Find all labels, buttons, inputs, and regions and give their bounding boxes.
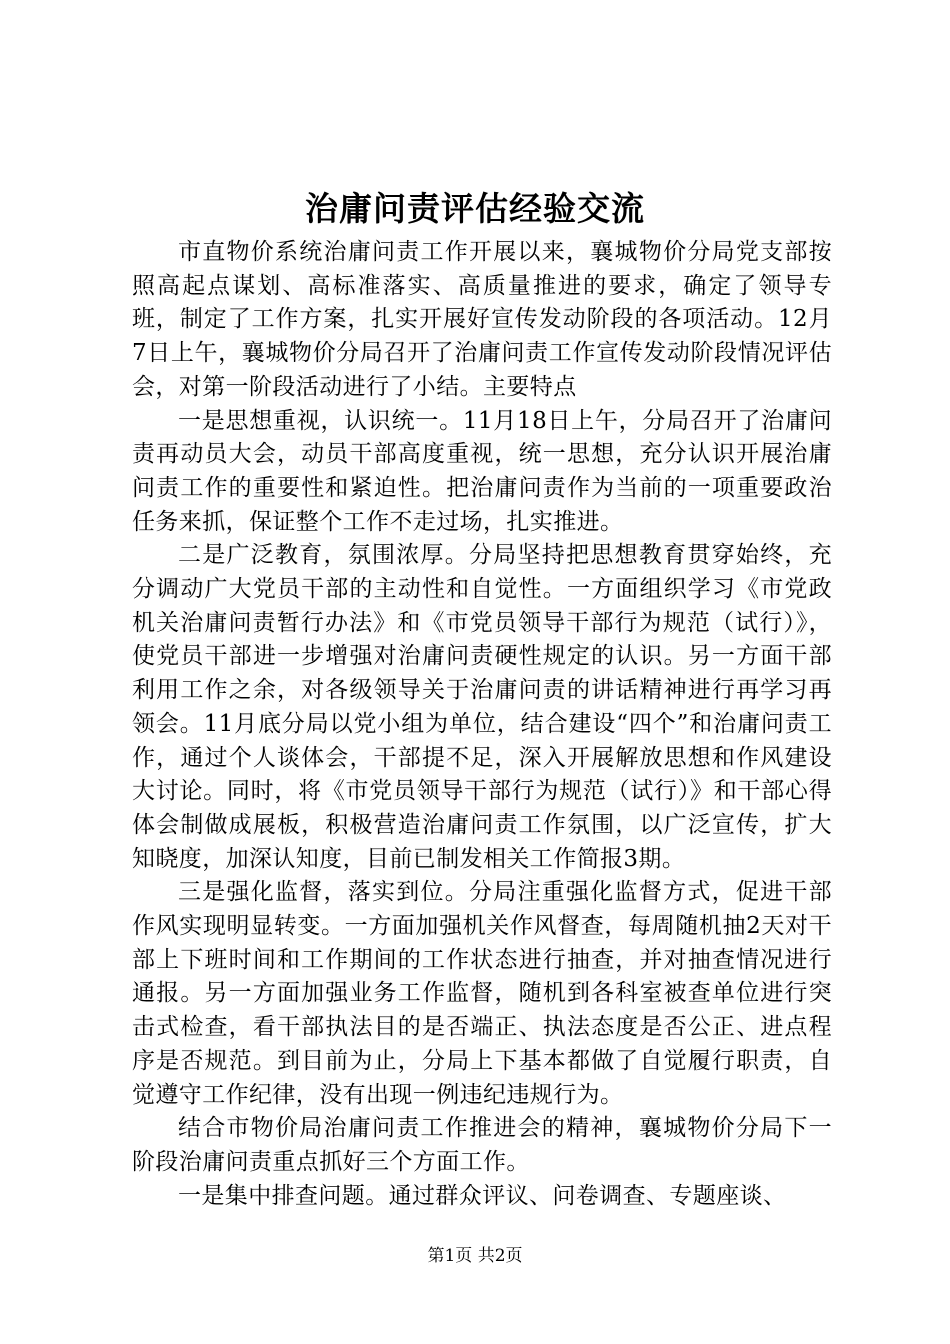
paragraph-next-stage: 结合市物价局治庸问责工作推进会的精神，襄城物价分局下一阶段治庸问责重点抓好三个方面工作。 xyxy=(132,1115,832,1175)
paragraph-point-three: 三是强化监督，落实到位。分局注重强化监督方式，促进干部作风实现明显转变。一方面加强机关作风督查，每周随机抽2天对干部上下班时间和工作期间的工作状态进行抽查，并对抽查情况进行通报。另一方面加强业务工作监督，随机到各科室被查单位进行突击式检查，看干部执法目的是否端正、执法态度是否公正、进点程序是否规范。到目前为止，分局上下基本都做了自觉履行职责，自觉遵守工作纪律，没有出现一例违纪违规行为。 xyxy=(132,879,832,1108)
paragraph-point-one: 一是思想重视，认识统一。11月18日上午，分局召开了治庸问责再动员大会，动员干部高度重视，统一思想，充分认识开展治庸问责工作的重要性和紧迫性。把治庸问责作为当前的一项重要政治任务来抓，保证整个工作不走过场，扎实推进。 xyxy=(132,407,832,535)
paragraph-point-two: 二是广泛教育，氛围浓厚。分局坚持把思想教育贯穿始终，充分调动广大党员干部的主动性和自觉性。一方面组织学习《市党政机关治庸问责暂行办法》和《市党员领导干部行为规范（试行）》，使党员干部进一步增强对治庸问责硬性规定的认识。另一方面干部利用工作之余，对各级领导关于治庸问责的讲话精神进行再学习再领会。11月底分局以党小组为单位，结合建设“四个”和治庸问责工作，通过个人谈体会，干部提不足，深入开展解放思想和作风建设大讨论。同时，将《市党员领导干部行为规范（试行）》和干部心得体会制做成展板，积极营造治庸问责工作氛围，以广泛宣传，扩大知晓度，加深认知度，目前已制发相关工作简报3期。 xyxy=(132,542,832,872)
paragraph-next-point-one: 一是集中排查问题。通过群众评议、问卷调查、专题座谈、 xyxy=(178,1182,787,1209)
document-body xyxy=(132,236,832,1213)
document-title: 治庸问责评估经验交流 xyxy=(305,189,645,228)
paragraph-intro: 市直物价系统治庸问责工作开展以来，襄城物价分局党支部按照高起点谋划、高标准落实、高质量推进的要求，确定了领导专班，制定了工作方案，扎实开展好宣传发动阶段的各项活动。12月7日上午，襄城物价分局召开了治庸问责工作宣传发动阶段情况评估会，对第一阶段活动进行了小结。主要特点 xyxy=(132,239,832,400)
page-number-footer: 第1页 共2页 xyxy=(427,1246,523,1266)
